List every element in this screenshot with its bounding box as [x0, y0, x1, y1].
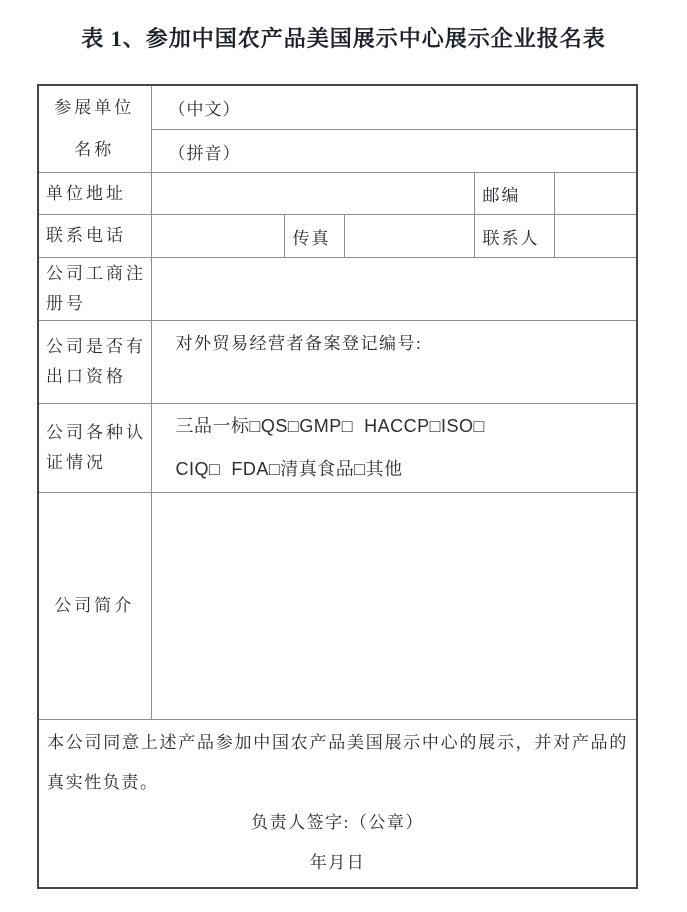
certifications-options-cell: [151, 404, 637, 493]
company-profile-fill-area: [151, 493, 637, 720]
certifications-checkbox-line1: 三品一标□QS□GMP□ HACCP□ISO□: [175, 416, 485, 436]
postcode-fill-area: [554, 173, 637, 215]
date-line: 年月日: [309, 853, 366, 872]
form-title: 表 1、参加中国农产品美国展示中心展示企业报名表: [81, 26, 606, 51]
export-record-number-field: 对外贸易经营者备案登记编号:: [151, 321, 637, 404]
table-row: [38, 404, 637, 493]
table-row: [38, 321, 637, 404]
unit-name-label-line2: 名称: [74, 140, 115, 159]
signature-line: 负责人签字:（公章）: [251, 813, 424, 832]
certifications-checkbox-line2: CIQ□ FDA□清真食品□其他: [175, 459, 403, 479]
table-row: [38, 493, 637, 720]
address-fill-area: [151, 173, 474, 215]
unit-name-chinese-field: （中文）: [151, 85, 637, 130]
company-profile-label: 公司简介: [38, 493, 151, 720]
table-row: [38, 173, 637, 215]
unit-name-label-line1: 参展单位: [54, 98, 135, 117]
table-row: [38, 85, 637, 130]
fax-label: 传真: [284, 215, 344, 258]
postcode-label: 邮编: [474, 173, 554, 215]
contact-person-label: 联系人: [474, 215, 554, 258]
unit-name-pinyin-field: （拼音）: [151, 130, 637, 173]
export-qualification-label: 公司是否有出口资格: [38, 321, 151, 404]
phone-label: 联系电话: [38, 215, 151, 258]
business-registration-fill-area: [151, 258, 637, 321]
declaration-section: [38, 720, 637, 888]
fax-fill-area: [344, 215, 474, 258]
business-registration-label: 公司工商注册号: [38, 258, 151, 321]
contact-person-fill-area: [554, 215, 637, 258]
registration-form-table: [37, 84, 638, 889]
table-row: [38, 720, 637, 888]
certifications-label: 公司各种认证情况: [38, 404, 151, 493]
declaration-text: 本公司同意上述产品参加中国农产品美国展示中心的展示，并对产品的真实性负责。: [47, 733, 629, 792]
table-row: [38, 215, 637, 258]
phone-fill-area: [151, 215, 284, 258]
address-label: 单位地址: [38, 173, 151, 215]
unit-name-label: [38, 85, 151, 173]
table-row: [38, 258, 637, 321]
